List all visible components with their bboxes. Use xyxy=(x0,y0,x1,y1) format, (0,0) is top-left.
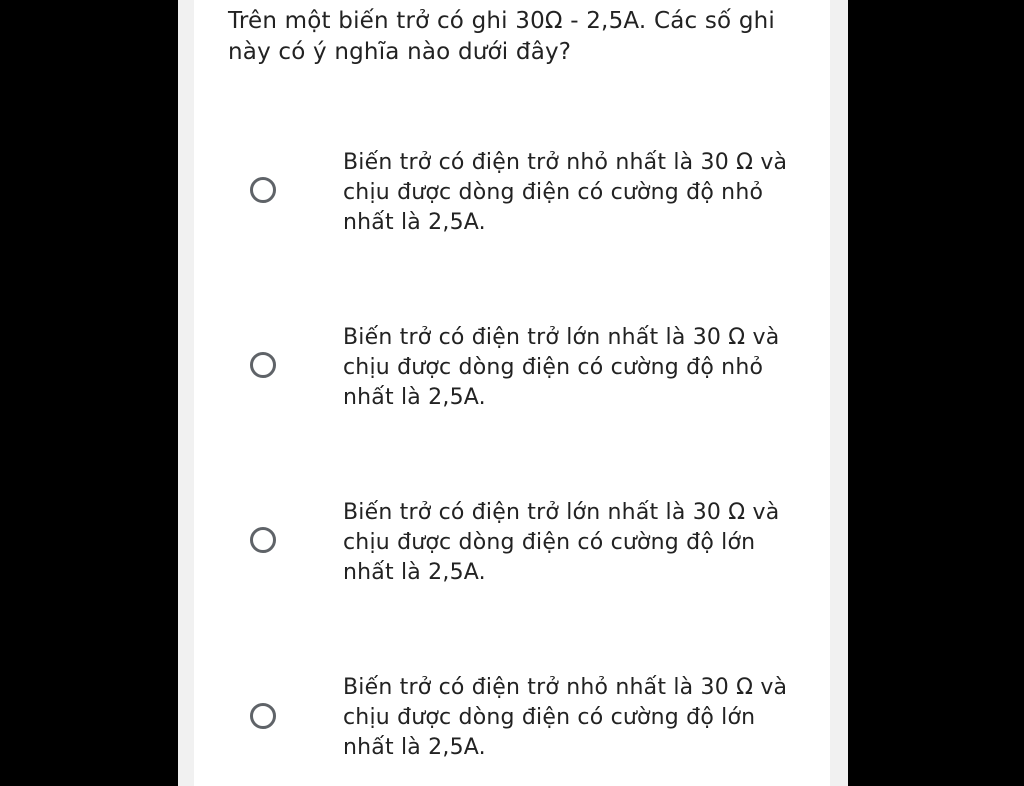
radio-button-icon[interactable] xyxy=(250,527,276,553)
question-text: Trên một biến trở có ghi 30Ω - 2,5A. Các số ghi này có ý nghĩa nào dưới đây? xyxy=(228,8,775,65)
option-3[interactable] xyxy=(248,498,808,598)
option-4[interactable] xyxy=(248,673,808,773)
option-label[interactable]: Biến trở có điện trở lớn nhất là 30 Ω và chịu được dòng điện có cường độ lớn nhất là 2,5A. xyxy=(343,500,780,585)
radio-button-icon[interactable] xyxy=(250,177,276,203)
option-2[interactable] xyxy=(248,323,808,423)
radio-button-icon[interactable] xyxy=(250,352,276,378)
radio-button-icon[interactable] xyxy=(250,703,276,729)
option-label[interactable]: Biến trở có điện trở nhỏ nhất là 30 Ω và chịu được dòng điện có cường độ lớn nhất là 2,5A. xyxy=(343,675,788,760)
option-label[interactable]: Biến trở có điện trở nhỏ nhất là 30 Ω và chịu được dòng điện có cường độ nhỏ nhất là 2,5A. xyxy=(343,150,788,235)
option-1[interactable] xyxy=(248,148,808,248)
option-label[interactable]: Biến trở có điện trở lớn nhất là 30 Ω và chịu được dòng điện có cường độ nhỏ nhất là 2,5A. xyxy=(343,325,780,410)
